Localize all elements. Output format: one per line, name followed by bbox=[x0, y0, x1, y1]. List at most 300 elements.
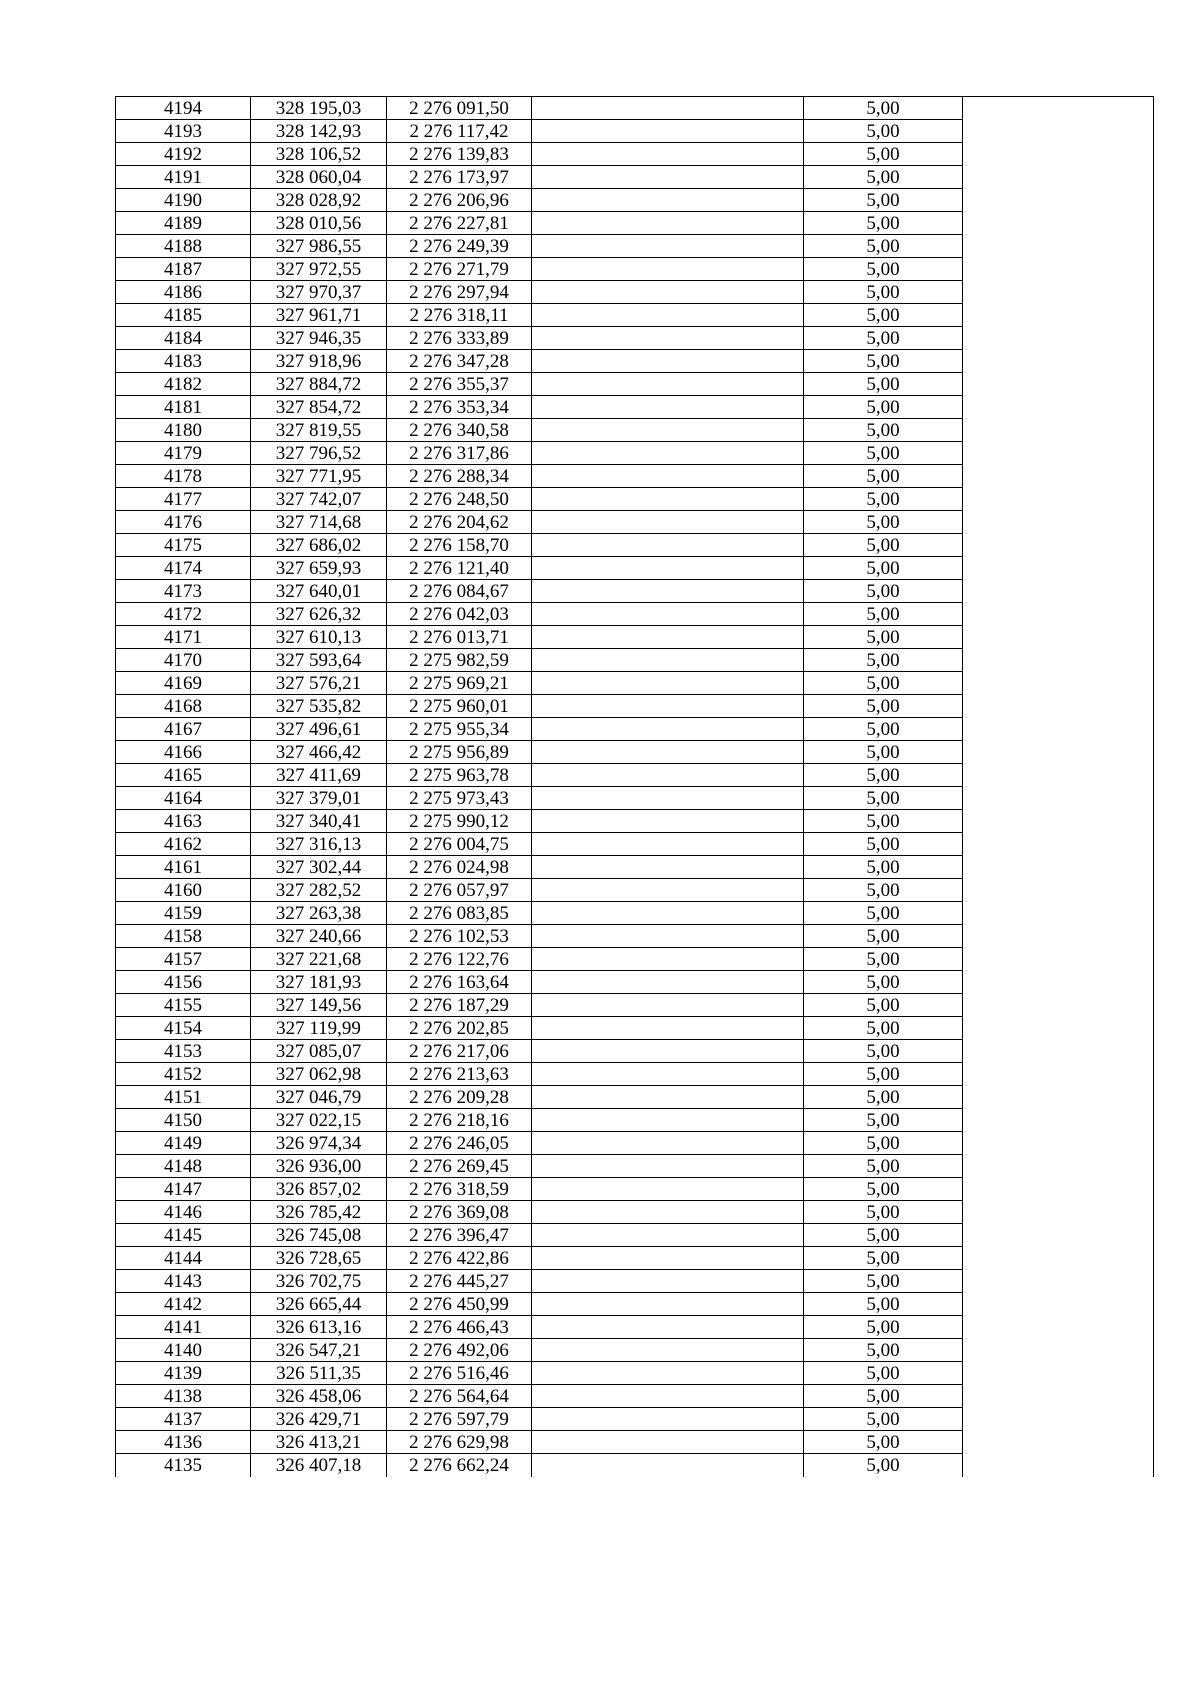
y-coordinate-cell: 2 275 956,89 bbox=[387, 741, 532, 764]
empty-cell bbox=[532, 189, 804, 212]
x-coordinate-cell: 327 466,42 bbox=[251, 741, 387, 764]
y-coordinate-cell: 2 276 218,16 bbox=[387, 1109, 532, 1132]
y-coordinate-cell: 2 276 318,59 bbox=[387, 1178, 532, 1201]
x-coordinate-cell: 326 511,35 bbox=[251, 1362, 387, 1385]
x-coordinate-cell: 326 458,06 bbox=[251, 1385, 387, 1408]
empty-cell bbox=[532, 120, 804, 143]
x-coordinate-cell: 327 771,95 bbox=[251, 465, 387, 488]
precision-cell: 5,00 bbox=[804, 1063, 963, 1086]
table-row bbox=[116, 1132, 1154, 1155]
empty-cell bbox=[532, 1109, 804, 1132]
empty-cell-2 bbox=[963, 1408, 1154, 1431]
table-row bbox=[116, 373, 1154, 396]
y-coordinate-cell: 2 276 209,28 bbox=[387, 1086, 532, 1109]
empty-cell bbox=[532, 304, 804, 327]
x-coordinate-cell: 327 316,13 bbox=[251, 833, 387, 856]
empty-cell bbox=[532, 350, 804, 373]
y-coordinate-cell: 2 276 422,86 bbox=[387, 1247, 532, 1270]
precision-cell: 5,00 bbox=[804, 695, 963, 718]
empty-cell bbox=[532, 1339, 804, 1362]
precision-cell: 5,00 bbox=[804, 902, 963, 925]
y-coordinate-cell: 2 276 163,64 bbox=[387, 971, 532, 994]
precision-cell: 5,00 bbox=[804, 1270, 963, 1293]
table-row bbox=[116, 143, 1154, 166]
empty-cell bbox=[532, 97, 804, 120]
y-coordinate-cell: 2 276 450,99 bbox=[387, 1293, 532, 1316]
table-row bbox=[116, 580, 1154, 603]
empty-cell-2 bbox=[963, 925, 1154, 948]
x-coordinate-cell: 327 022,15 bbox=[251, 1109, 387, 1132]
point-number-cell: 4135 bbox=[116, 1454, 251, 1477]
empty-cell bbox=[532, 511, 804, 534]
table-row bbox=[116, 212, 1154, 235]
precision-cell: 5,00 bbox=[804, 925, 963, 948]
table-row bbox=[116, 304, 1154, 327]
x-coordinate-cell: 327 046,79 bbox=[251, 1086, 387, 1109]
table-row bbox=[116, 626, 1154, 649]
point-number-cell: 4152 bbox=[116, 1063, 251, 1086]
point-number-cell: 4162 bbox=[116, 833, 251, 856]
point-number-cell: 4165 bbox=[116, 764, 251, 787]
y-coordinate-cell: 2 276 158,70 bbox=[387, 534, 532, 557]
y-coordinate-cell: 2 276 269,45 bbox=[387, 1155, 532, 1178]
table-row bbox=[116, 1362, 1154, 1385]
precision-cell: 5,00 bbox=[804, 488, 963, 511]
precision-cell: 5,00 bbox=[804, 258, 963, 281]
precision-cell: 5,00 bbox=[804, 419, 963, 442]
table-row bbox=[116, 465, 1154, 488]
empty-cell-2 bbox=[963, 442, 1154, 465]
empty-cell bbox=[532, 1293, 804, 1316]
precision-cell: 5,00 bbox=[804, 557, 963, 580]
x-coordinate-cell: 327 263,38 bbox=[251, 902, 387, 925]
precision-cell: 5,00 bbox=[804, 810, 963, 833]
empty-cell-2 bbox=[963, 281, 1154, 304]
table-row bbox=[116, 902, 1154, 925]
y-coordinate-cell: 2 276 396,47 bbox=[387, 1224, 532, 1247]
x-coordinate-cell: 327 626,32 bbox=[251, 603, 387, 626]
point-number-cell: 4146 bbox=[116, 1201, 251, 1224]
y-coordinate-cell: 2 276 516,46 bbox=[387, 1362, 532, 1385]
y-coordinate-cell: 2 276 466,43 bbox=[387, 1316, 532, 1339]
point-number-cell: 4143 bbox=[116, 1270, 251, 1293]
table-row bbox=[116, 1086, 1154, 1109]
y-coordinate-cell: 2 276 318,11 bbox=[387, 304, 532, 327]
precision-cell: 5,00 bbox=[804, 741, 963, 764]
y-coordinate-cell: 2 276 187,29 bbox=[387, 994, 532, 1017]
table-row bbox=[116, 672, 1154, 695]
table-row bbox=[116, 442, 1154, 465]
point-number-cell: 4176 bbox=[116, 511, 251, 534]
table-row bbox=[116, 1316, 1154, 1339]
y-coordinate-cell: 2 275 982,59 bbox=[387, 649, 532, 672]
empty-cell-2 bbox=[963, 120, 1154, 143]
y-coordinate-cell: 2 276 024,98 bbox=[387, 856, 532, 879]
table-row bbox=[116, 994, 1154, 1017]
precision-cell: 5,00 bbox=[804, 764, 963, 787]
precision-cell: 5,00 bbox=[804, 603, 963, 626]
x-coordinate-cell: 326 429,71 bbox=[251, 1408, 387, 1431]
empty-cell-2 bbox=[963, 1362, 1154, 1385]
precision-cell: 5,00 bbox=[804, 281, 963, 304]
empty-cell bbox=[532, 764, 804, 787]
x-coordinate-cell: 327 085,07 bbox=[251, 1040, 387, 1063]
x-coordinate-cell: 326 936,00 bbox=[251, 1155, 387, 1178]
precision-cell: 5,00 bbox=[804, 166, 963, 189]
table-row bbox=[116, 764, 1154, 787]
empty-cell-2 bbox=[963, 1339, 1154, 1362]
empty-cell bbox=[532, 1086, 804, 1109]
table-row bbox=[116, 189, 1154, 212]
x-coordinate-cell: 327 119,99 bbox=[251, 1017, 387, 1040]
x-coordinate-cell: 327 593,64 bbox=[251, 649, 387, 672]
table-row bbox=[116, 649, 1154, 672]
point-number-cell: 4154 bbox=[116, 1017, 251, 1040]
precision-cell: 5,00 bbox=[804, 718, 963, 741]
x-coordinate-cell: 327 181,93 bbox=[251, 971, 387, 994]
x-coordinate-cell: 327 686,02 bbox=[251, 534, 387, 557]
table-row bbox=[116, 1293, 1154, 1316]
y-coordinate-cell: 2 276 492,06 bbox=[387, 1339, 532, 1362]
empty-cell-2 bbox=[963, 511, 1154, 534]
table-row bbox=[116, 488, 1154, 511]
table-row bbox=[116, 856, 1154, 879]
x-coordinate-cell: 328 195,03 bbox=[251, 97, 387, 120]
empty-cell bbox=[532, 327, 804, 350]
x-coordinate-cell: 327 884,72 bbox=[251, 373, 387, 396]
empty-cell-2 bbox=[963, 948, 1154, 971]
table-row bbox=[116, 603, 1154, 626]
y-coordinate-cell: 2 276 173,97 bbox=[387, 166, 532, 189]
empty-cell-2 bbox=[963, 419, 1154, 442]
empty-cell-2 bbox=[963, 810, 1154, 833]
empty-cell-2 bbox=[963, 1155, 1154, 1178]
y-coordinate-cell: 2 276 139,83 bbox=[387, 143, 532, 166]
empty-cell-2 bbox=[963, 833, 1154, 856]
x-coordinate-cell: 326 413,21 bbox=[251, 1431, 387, 1454]
table-row bbox=[116, 1247, 1154, 1270]
empty-cell bbox=[532, 741, 804, 764]
empty-cell-2 bbox=[963, 97, 1154, 120]
point-number-cell: 4173 bbox=[116, 580, 251, 603]
point-number-cell: 4171 bbox=[116, 626, 251, 649]
point-number-cell: 4190 bbox=[116, 189, 251, 212]
point-number-cell: 4177 bbox=[116, 488, 251, 511]
precision-cell: 5,00 bbox=[804, 1339, 963, 1362]
y-coordinate-cell: 2 276 102,53 bbox=[387, 925, 532, 948]
empty-cell bbox=[532, 396, 804, 419]
y-coordinate-cell: 2 276 271,79 bbox=[387, 258, 532, 281]
point-number-cell: 4158 bbox=[116, 925, 251, 948]
point-number-cell: 4145 bbox=[116, 1224, 251, 1247]
precision-cell: 5,00 bbox=[804, 1247, 963, 1270]
x-coordinate-cell: 326 407,18 bbox=[251, 1454, 387, 1477]
x-coordinate-cell: 327 819,55 bbox=[251, 419, 387, 442]
empty-cell bbox=[532, 1454, 804, 1477]
empty-cell bbox=[532, 1408, 804, 1431]
x-coordinate-cell: 327 302,44 bbox=[251, 856, 387, 879]
precision-cell: 5,00 bbox=[804, 304, 963, 327]
empty-cell bbox=[532, 465, 804, 488]
precision-cell: 5,00 bbox=[804, 994, 963, 1017]
x-coordinate-cell: 327 796,52 bbox=[251, 442, 387, 465]
point-number-cell: 4164 bbox=[116, 787, 251, 810]
empty-cell-2 bbox=[963, 373, 1154, 396]
precision-cell: 5,00 bbox=[804, 235, 963, 258]
precision-cell: 5,00 bbox=[804, 442, 963, 465]
precision-cell: 5,00 bbox=[804, 1362, 963, 1385]
empty-cell bbox=[532, 971, 804, 994]
empty-cell-2 bbox=[963, 603, 1154, 626]
point-number-cell: 4167 bbox=[116, 718, 251, 741]
precision-cell: 5,00 bbox=[804, 649, 963, 672]
x-coordinate-cell: 327 496,61 bbox=[251, 718, 387, 741]
empty-cell-2 bbox=[963, 580, 1154, 603]
point-number-cell: 4192 bbox=[116, 143, 251, 166]
x-coordinate-cell: 328 010,56 bbox=[251, 212, 387, 235]
x-coordinate-cell: 328 060,04 bbox=[251, 166, 387, 189]
point-number-cell: 4151 bbox=[116, 1086, 251, 1109]
empty-cell bbox=[532, 1270, 804, 1293]
y-coordinate-cell: 2 276 248,50 bbox=[387, 488, 532, 511]
table-row bbox=[116, 511, 1154, 534]
table-row bbox=[116, 1454, 1154, 1477]
point-number-cell: 4150 bbox=[116, 1109, 251, 1132]
point-number-cell: 4174 bbox=[116, 557, 251, 580]
point-number-cell: 4189 bbox=[116, 212, 251, 235]
x-coordinate-cell: 327 970,37 bbox=[251, 281, 387, 304]
table-row bbox=[116, 396, 1154, 419]
table-row bbox=[116, 695, 1154, 718]
x-coordinate-cell: 327 221,68 bbox=[251, 948, 387, 971]
empty-cell-2 bbox=[963, 1132, 1154, 1155]
empty-cell-2 bbox=[963, 741, 1154, 764]
x-coordinate-cell: 327 972,55 bbox=[251, 258, 387, 281]
empty-cell-2 bbox=[963, 304, 1154, 327]
empty-cell-2 bbox=[963, 649, 1154, 672]
empty-cell-2 bbox=[963, 1454, 1154, 1477]
point-number-cell: 4170 bbox=[116, 649, 251, 672]
empty-cell bbox=[532, 787, 804, 810]
empty-cell bbox=[532, 166, 804, 189]
table-row bbox=[116, 1178, 1154, 1201]
table-row bbox=[116, 327, 1154, 350]
empty-cell-2 bbox=[963, 1270, 1154, 1293]
precision-cell: 5,00 bbox=[804, 672, 963, 695]
precision-cell: 5,00 bbox=[804, 1155, 963, 1178]
table-row bbox=[116, 1431, 1154, 1454]
empty-cell bbox=[532, 281, 804, 304]
empty-cell-2 bbox=[963, 488, 1154, 511]
precision-cell: 5,00 bbox=[804, 143, 963, 166]
x-coordinate-cell: 326 974,34 bbox=[251, 1132, 387, 1155]
empty-cell-2 bbox=[963, 787, 1154, 810]
table-row bbox=[116, 718, 1154, 741]
empty-cell-2 bbox=[963, 1040, 1154, 1063]
x-coordinate-cell: 327 659,93 bbox=[251, 557, 387, 580]
table-row bbox=[116, 419, 1154, 442]
precision-cell: 5,00 bbox=[804, 856, 963, 879]
empty-cell-2 bbox=[963, 1385, 1154, 1408]
y-coordinate-cell: 2 276 217,06 bbox=[387, 1040, 532, 1063]
empty-cell-2 bbox=[963, 235, 1154, 258]
point-number-cell: 4159 bbox=[116, 902, 251, 925]
point-number-cell: 4163 bbox=[116, 810, 251, 833]
table-row bbox=[116, 1270, 1154, 1293]
empty-cell-2 bbox=[963, 1063, 1154, 1086]
empty-cell bbox=[532, 626, 804, 649]
empty-cell-2 bbox=[963, 902, 1154, 925]
x-coordinate-cell: 327 742,07 bbox=[251, 488, 387, 511]
y-coordinate-cell: 2 276 597,79 bbox=[387, 1408, 532, 1431]
point-number-cell: 4179 bbox=[116, 442, 251, 465]
empty-cell bbox=[532, 833, 804, 856]
table-row bbox=[116, 971, 1154, 994]
x-coordinate-cell: 328 028,92 bbox=[251, 189, 387, 212]
precision-cell: 5,00 bbox=[804, 120, 963, 143]
empty-cell bbox=[532, 718, 804, 741]
point-number-cell: 4136 bbox=[116, 1431, 251, 1454]
precision-cell: 5,00 bbox=[804, 879, 963, 902]
point-number-cell: 4155 bbox=[116, 994, 251, 1017]
x-coordinate-cell: 327 062,98 bbox=[251, 1063, 387, 1086]
y-coordinate-cell: 2 276 083,85 bbox=[387, 902, 532, 925]
y-coordinate-cell: 2 275 969,21 bbox=[387, 672, 532, 695]
precision-cell: 5,00 bbox=[804, 189, 963, 212]
y-coordinate-cell: 2 276 091,50 bbox=[387, 97, 532, 120]
y-coordinate-cell: 2 276 340,58 bbox=[387, 419, 532, 442]
y-coordinate-cell: 2 276 042,03 bbox=[387, 603, 532, 626]
table-row bbox=[116, 879, 1154, 902]
empty-cell bbox=[532, 488, 804, 511]
empty-cell-2 bbox=[963, 994, 1154, 1017]
x-coordinate-cell: 327 946,35 bbox=[251, 327, 387, 350]
y-coordinate-cell: 2 276 013,71 bbox=[387, 626, 532, 649]
empty-cell-2 bbox=[963, 212, 1154, 235]
y-coordinate-cell: 2 276 353,34 bbox=[387, 396, 532, 419]
point-number-cell: 4156 bbox=[116, 971, 251, 994]
y-coordinate-cell: 2 276 206,96 bbox=[387, 189, 532, 212]
empty-cell-2 bbox=[963, 1247, 1154, 1270]
precision-cell: 5,00 bbox=[804, 396, 963, 419]
point-number-cell: 4187 bbox=[116, 258, 251, 281]
table-row bbox=[116, 1385, 1154, 1408]
point-number-cell: 4184 bbox=[116, 327, 251, 350]
point-number-cell: 4157 bbox=[116, 948, 251, 971]
empty-cell bbox=[532, 534, 804, 557]
empty-cell-2 bbox=[963, 1316, 1154, 1339]
precision-cell: 5,00 bbox=[804, 1293, 963, 1316]
empty-cell-2 bbox=[963, 258, 1154, 281]
table-row bbox=[116, 281, 1154, 304]
precision-cell: 5,00 bbox=[804, 350, 963, 373]
x-coordinate-cell: 327 576,21 bbox=[251, 672, 387, 695]
x-coordinate-cell: 327 918,96 bbox=[251, 350, 387, 373]
precision-cell: 5,00 bbox=[804, 1385, 963, 1408]
precision-cell: 5,00 bbox=[804, 1224, 963, 1247]
y-coordinate-cell: 2 276 347,28 bbox=[387, 350, 532, 373]
x-coordinate-cell: 326 857,02 bbox=[251, 1178, 387, 1201]
x-coordinate-cell: 327 149,56 bbox=[251, 994, 387, 1017]
x-coordinate-cell: 328 106,52 bbox=[251, 143, 387, 166]
y-coordinate-cell: 2 276 117,42 bbox=[387, 120, 532, 143]
y-coordinate-cell: 2 275 963,78 bbox=[387, 764, 532, 787]
point-number-cell: 4168 bbox=[116, 695, 251, 718]
x-coordinate-cell: 326 785,42 bbox=[251, 1201, 387, 1224]
precision-cell: 5,00 bbox=[804, 212, 963, 235]
empty-cell bbox=[532, 695, 804, 718]
x-coordinate-cell: 327 240,66 bbox=[251, 925, 387, 948]
empty-cell bbox=[532, 580, 804, 603]
precision-cell: 5,00 bbox=[804, 534, 963, 557]
table-row bbox=[116, 925, 1154, 948]
empty-cell-2 bbox=[963, 1109, 1154, 1132]
point-number-cell: 4139 bbox=[116, 1362, 251, 1385]
empty-cell bbox=[532, 258, 804, 281]
precision-cell: 5,00 bbox=[804, 948, 963, 971]
table-row bbox=[116, 1155, 1154, 1178]
table-row bbox=[116, 741, 1154, 764]
point-number-cell: 4188 bbox=[116, 235, 251, 258]
empty-cell-2 bbox=[963, 764, 1154, 787]
y-coordinate-cell: 2 276 297,94 bbox=[387, 281, 532, 304]
empty-cell-2 bbox=[963, 1224, 1154, 1247]
x-coordinate-cell: 327 411,69 bbox=[251, 764, 387, 787]
y-coordinate-cell: 2 276 227,81 bbox=[387, 212, 532, 235]
precision-cell: 5,00 bbox=[804, 833, 963, 856]
empty-cell bbox=[532, 1063, 804, 1086]
empty-cell-2 bbox=[963, 166, 1154, 189]
empty-cell bbox=[532, 1224, 804, 1247]
y-coordinate-cell: 2 276 445,27 bbox=[387, 1270, 532, 1293]
coordinates-table bbox=[115, 96, 1154, 1477]
empty-cell bbox=[532, 1201, 804, 1224]
y-coordinate-cell: 2 276 213,63 bbox=[387, 1063, 532, 1086]
point-number-cell: 4147 bbox=[116, 1178, 251, 1201]
point-number-cell: 4183 bbox=[116, 350, 251, 373]
empty-cell-2 bbox=[963, 189, 1154, 212]
empty-cell bbox=[532, 442, 804, 465]
empty-cell bbox=[532, 649, 804, 672]
empty-cell bbox=[532, 925, 804, 948]
empty-cell-2 bbox=[963, 718, 1154, 741]
y-coordinate-cell: 2 275 973,43 bbox=[387, 787, 532, 810]
empty-cell-2 bbox=[963, 143, 1154, 166]
y-coordinate-cell: 2 276 629,98 bbox=[387, 1431, 532, 1454]
x-coordinate-cell: 327 961,71 bbox=[251, 304, 387, 327]
point-number-cell: 4182 bbox=[116, 373, 251, 396]
empty-cell-2 bbox=[963, 1017, 1154, 1040]
point-number-cell: 4194 bbox=[116, 97, 251, 120]
precision-cell: 5,00 bbox=[804, 1040, 963, 1063]
empty-cell bbox=[532, 1316, 804, 1339]
y-coordinate-cell: 2 276 288,34 bbox=[387, 465, 532, 488]
table-row bbox=[116, 97, 1154, 120]
table-row bbox=[116, 810, 1154, 833]
point-number-cell: 4153 bbox=[116, 1040, 251, 1063]
point-number-cell: 4142 bbox=[116, 1293, 251, 1316]
empty-cell bbox=[532, 212, 804, 235]
y-coordinate-cell: 2 276 122,76 bbox=[387, 948, 532, 971]
point-number-cell: 4191 bbox=[116, 166, 251, 189]
empty-cell-2 bbox=[963, 672, 1154, 695]
point-number-cell: 4186 bbox=[116, 281, 251, 304]
precision-cell: 5,00 bbox=[804, 1431, 963, 1454]
table-row bbox=[116, 557, 1154, 580]
table-row bbox=[116, 1339, 1154, 1362]
empty-cell-2 bbox=[963, 695, 1154, 718]
empty-cell bbox=[532, 902, 804, 925]
